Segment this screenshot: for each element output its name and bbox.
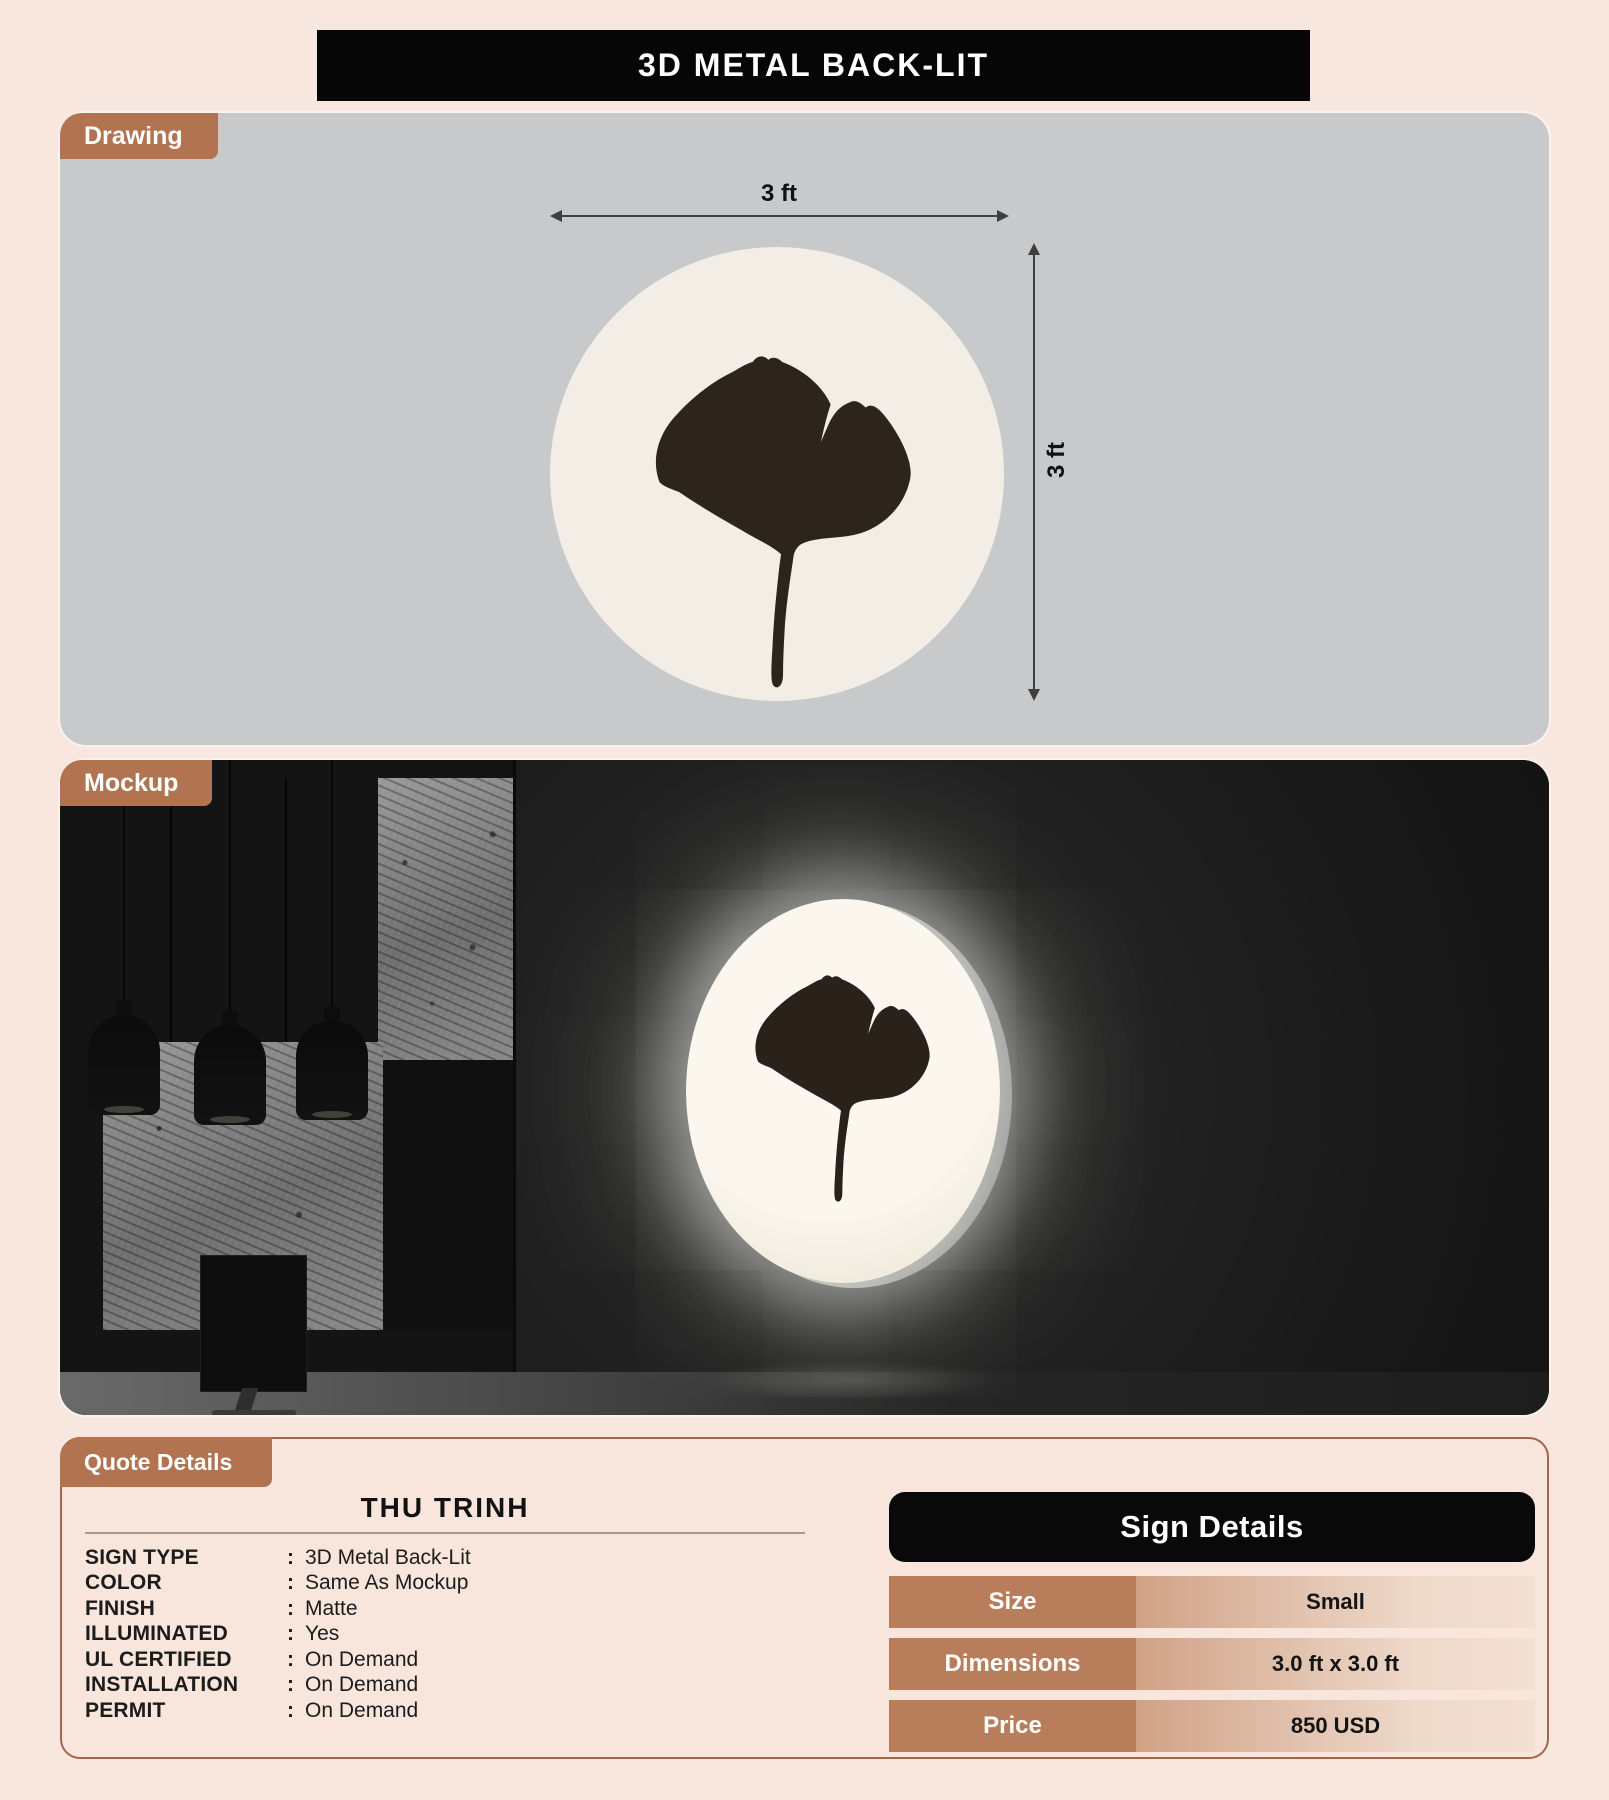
lamp-cord [331,760,333,1023]
dark-wall-square [378,1060,513,1330]
size-label: Size [889,1576,1136,1628]
quote-field-row [85,1596,825,1622]
wall-corner-edge [513,760,516,1380]
ginkgo-leaf-drawing [648,352,920,702]
quote-field-list [85,1545,825,1724]
height-dimension-label: 3 ft [1043,442,1070,478]
field-colon: : [287,1698,294,1722]
drawing-section-tab [60,113,218,159]
floor-glow [700,1360,1000,1400]
field-label: SIGN TYPE [85,1545,199,1569]
field-value: Matte [305,1596,358,1620]
wall-seam [285,778,287,1046]
pendant-lamp [194,1025,266,1125]
quote-field-row [85,1673,825,1699]
lamp-cord [229,760,231,1028]
field-colon: : [287,1545,294,1569]
sign-details-row-price [889,1700,1535,1752]
quote-section-tab [60,1437,272,1487]
field-value: On Demand [305,1698,419,1722]
sign-details-header: Sign Details [889,1492,1535,1562]
field-value: Same As Mockup [305,1571,469,1595]
field-label: ILLUMINATED [85,1622,228,1646]
field-label: PERMIT [85,1698,166,1722]
customer-name: THU TRINH [360,1492,530,1523]
quote-section-label: Quote Details [84,1448,233,1475]
page-title: 3D METAL BACK-LIT [317,30,1310,101]
concrete-panel [378,778,513,1060]
dim-arrow-left-icon [550,210,562,222]
sign-details-row-dimensions [889,1638,1535,1690]
quote-field-row [85,1622,825,1648]
dimensions-label: Dimensions [889,1638,1136,1690]
quote-field-row [85,1698,825,1724]
field-colon: : [287,1673,294,1697]
dim-arrow-right-icon [997,210,1009,222]
price-label: Price [889,1700,1136,1752]
dimensions-value: 3.0 ft x 3.0 ft [1136,1638,1535,1690]
field-value: 3D Metal Back-Lit [305,1545,471,1569]
dim-arrow-down-icon [1028,689,1040,701]
display-stand [200,1255,307,1392]
quote-field-row [85,1545,825,1571]
field-value: On Demand [305,1647,419,1671]
customer-name-divider [85,1532,805,1534]
field-label: COLOR [85,1571,162,1595]
field-label: FINISH [85,1596,156,1620]
ginkgo-leaf-mockup [750,972,936,1212]
field-label: UL CERTIFIED [85,1647,232,1671]
price-value: 850 USD [1136,1700,1535,1752]
width-dimension-line [554,215,1005,217]
field-value: Yes [305,1622,340,1646]
dim-arrow-up-icon [1028,243,1040,255]
pendant-lamp [88,1015,160,1115]
field-colon: : [287,1647,294,1671]
drawing-section-label: Drawing [84,121,183,150]
field-colon: : [287,1622,294,1646]
mockup-main-wall [515,760,1549,1415]
width-dimension-label: 3 ft [761,180,797,207]
size-value: Small [1136,1576,1535,1628]
field-colon: : [287,1596,294,1620]
mockup-section-label: Mockup [84,768,179,797]
field-colon: : [287,1571,294,1595]
display-stand-base [212,1410,296,1415]
quote-field-row [85,1647,825,1673]
wall-seam [170,778,172,1046]
quote-field-row [85,1571,825,1597]
mockup-section-tab [60,760,212,806]
mockup-panel [60,760,1549,1415]
sign-details-row-size [889,1576,1535,1628]
field-value: On Demand [305,1673,419,1697]
height-dimension-line [1033,247,1035,697]
pendant-lamp [296,1020,368,1120]
field-label: INSTALLATION [85,1673,239,1697]
